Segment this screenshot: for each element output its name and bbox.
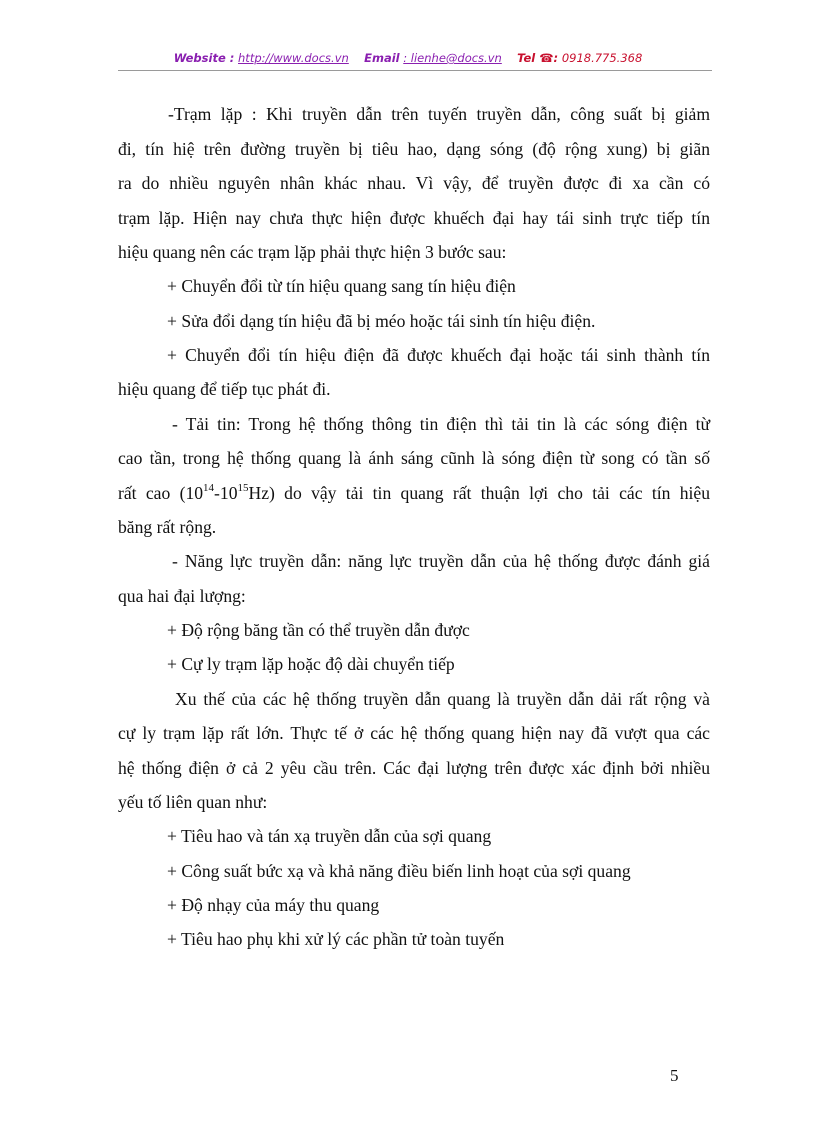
page-header [0, 51, 816, 65]
list-item: + Cự ly trạm lặp hoặc độ dài chuyển tiếp [167, 654, 455, 674]
paragraph-line: Xu thế của các hệ thống truyền dẫn quang là truyền dẫn dải rất rộng và [175, 689, 710, 709]
list-item: + Tiêu hao và tán xạ truyền dẫn của sợi quang [167, 826, 492, 846]
paragraph-line: hiệu quang nên các trạm lặp phải thực hiện 3 bước sau: [118, 242, 507, 262]
paragraph-line: cao tần, trong hệ thống quang là ánh sáng cũnh là sóng điện từ song có tần số [118, 448, 710, 468]
paragraph-line: qua hai đại lượng: [118, 586, 246, 606]
paragraph-line: -Trạm lặp : Khi truyền dẫn trên tuyến truyền dẫn, công suất bị giảm [168, 104, 710, 124]
paragraph-line: ra do nhiều nguyên nhân khác nhau. Vì vậy, để truyền được đi xa cần có [118, 173, 710, 193]
list-item: + Độ nhạy của máy thu quang [167, 895, 380, 915]
paragraph-line: - Tải tin: Trong hệ thống thông tin điện thì tải tin là các sóng điện từ [172, 414, 710, 434]
email-link[interactable]: : lienhe@docs.vn [403, 51, 502, 65]
page-number: 5 [670, 1066, 679, 1085]
paragraph-line-frequency: rất cao $(10^{14}-10^{15}Hz)$ do vậy tải tin quang rất thuận lợi cho tải các tín hiệu [118, 482, 710, 503]
paragraph-line: trạm lặp. Hiện nay chưa thực hiện được khuếch đại hay tái sinh trực tiếp tín [118, 208, 710, 228]
list-item: + Sửa đổi dạng tín hiệu đã bị méo hoặc tái sinh tín hiệu điện. [167, 311, 596, 331]
list-item: + Độ rộng băng tần có thể truyền dẫn được [167, 620, 470, 640]
paragraph-line: cự ly trạm lặp rất lớn. Thực tế ở các hệ thống quang hiện nay đã vượt qua các [118, 723, 710, 743]
tel-value: 0918.775.368 [561, 51, 643, 65]
header-divider [118, 70, 712, 71]
paragraph-line: băng rất rộng. [118, 517, 217, 537]
website-label: Website : [173, 51, 235, 65]
list-item: + Công suất bức xạ và khả năng điều biến linh hoạt của sợi quang [167, 861, 631, 881]
list-item-continuation: hiệu quang để tiếp tục phát đi. [118, 379, 331, 399]
list-item: + Chuyển đổi từ tín hiệu quang sang tín hiệu điện [167, 276, 516, 296]
paragraph-line: đi, tín hiệ trên đường truyền bị tiêu hao, dạng sóng (độ rộng xung) bị giãn [118, 139, 710, 159]
email-label: Email [364, 51, 400, 65]
paragraph-line: yếu tố liên quan như: [118, 792, 268, 812]
tel-label: Tel ☎: [517, 51, 559, 65]
list-item: + Tiêu hao phụ khi xử lý các phần tử toàn tuyến [167, 929, 505, 949]
website-link[interactable]: http://www.docs.vn [238, 51, 349, 65]
paragraph-line: - Năng lực truyền dẫn: năng lực truyền dẫn của hệ thống được đánh giá [172, 551, 710, 571]
list-item: + Chuyển đổi tín hiệu điện đã được khuếch đại hoặc tái sinh thành tín [167, 345, 710, 365]
paragraph-line: hệ thống điện ở cả 2 yêu cầu trên. Các đại lượng trên được xác định bởi nhiều [118, 758, 710, 778]
